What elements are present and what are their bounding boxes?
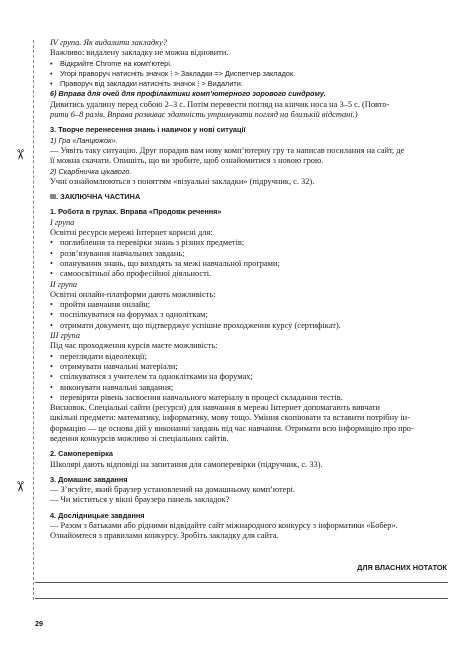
text-line: ведення конкурсів можливо зі спеціальних сайтів. [50,433,229,443]
text-line: — З’ясуйте, який браузер установлений на домашньому комп’ютері. [50,485,295,495]
text-line: • отримувати навчальні матеріали; [50,362,448,372]
text-line: Ознайомтеся з правилами конкурсу. Зробіть закладку для сайта. [50,531,279,541]
text-line: • пройти навчання онлайн; [50,300,448,310]
text-line: III. ЗАКЛЮЧНА ЧАСТИНА [50,192,141,202]
text-line: Дивитись удалину перед собою 2–3 с. Потім перевести погляд на кінчик носа на 3–5 с. (Повто- [50,99,390,109]
page-number: 29 [35,619,44,628]
text-line: її можна скачати. Опишіть, що ви зробите, щоб ознайомитися з новою грою. [50,156,324,166]
text-line: Важливо: видалену закладку не можна відновити. [50,48,229,58]
text-line: Під час проходження курсів маєте можливість: [50,341,218,351]
scissors-icon: ✂ [12,148,29,161]
text-line: • спілкуватися з учителем та одноклітками на форумах; [50,372,448,382]
text-line: • переглядати відеолекції; [50,352,448,362]
text-line: • опанування знань, що виходять за межі навчальної програми; [50,259,448,269]
text-line: І група [50,217,75,227]
text-line: • поглиблення та перевірки знань з різних предметів; [50,238,448,248]
notes-title: ДЛЯ ВЛАСНИХ НОТАТОК [357,563,447,572]
text-line: Учні ознайомлюються з поняттям «візуальні закладки» (підручник, с. 32). [50,176,315,186]
text-line: рити 6–8 разів. Вправа розвиває здатність утримувати погляд на близькій відстані.) [50,110,358,120]
text-line: • Угорі праворуч натисніть значок ⁝ > Закладки => Диспетчер закладок. [50,69,448,79]
text-line: 2) Скарбничка цікавого. [50,166,132,176]
text-line: • розв’язування навчальних завдань; [50,249,448,259]
text-line: ІІІ група [50,331,80,341]
text-line: 1. Робота в групах. Вправа «Продовж речення» [50,207,222,217]
text-line: — Разом з батьками або рідними відвідайте сайт міжнародного конкурсу з інформатики «Бобер». [50,521,398,531]
text-line: ІІ група [50,279,78,289]
text-line: Школярі дають відповіді на запитання для самоперевірки (підручник, с. 33). [50,459,323,469]
text-line: Висновок. Спеціальні сайти (ресурси) для навчання в мережі Інтернет допомагають вивчати [50,403,381,413]
text-line: 6) Вправа для очей для профілактики комп’ютерного зорового синдрому. [50,89,326,99]
text-line: • перевіряти рівень засвоєння навчального матеріалу в процесі складання тестів. [50,393,448,403]
text-line: формацію — це основа дій у виконанні завдань під час навчання. Отримати всю інформацію про про- [50,423,414,433]
note-line [35,598,448,599]
note-line [35,582,448,583]
text-line: • Праворуч від закладки натисніть значок ⁝ > Видалити. [50,79,448,89]
text-line: 3. Домашнє завдання [50,474,128,484]
text-line: • виконувати навчальні завдання; [50,383,448,393]
text-line: шкільні предмети: математику, інформатику, мову тощо. Уміння скопіювати та вставити потрібну ін- [50,413,410,423]
text-line: Освітні онлайн-платформи дають можливість: [50,289,216,299]
text-line: • самоосвітньої або професійної діяльності. [50,269,448,279]
cut-line [33,40,34,600]
text-line: 4. Дослідницьке завдання [50,510,145,520]
text-line: IV група. Як видалити закладку? [50,38,167,47]
text-line: • Відкрийте Chrome на комп’ютері. [50,59,448,69]
text-line: 2. Самоперевірка [50,449,113,459]
text-line: 3. Творче перенесення знань і навичок у нові ситуації [50,125,246,135]
lesson-text [50,38,448,542]
text-line: Освітні ресурси мережі Інтернет корисні для: [50,228,213,238]
text-line: • отримати документ, що підтверджує успішне проходження курсу (сертифікат). [50,321,448,331]
text-line: 1) Гра «Ланцюжок». [50,135,118,145]
text-line: — Уявіть таку ситуацію. Друг порадив вам нову комп’ютерну гру та написав посилання на сайт, де [50,145,405,155]
text-line: — Чи міститься у вікні браузера панель закладок? [50,495,230,505]
scissors-icon: ✂ [12,480,29,493]
text-line: • поспілкуватися на форумах з одноліткам; [50,310,448,320]
